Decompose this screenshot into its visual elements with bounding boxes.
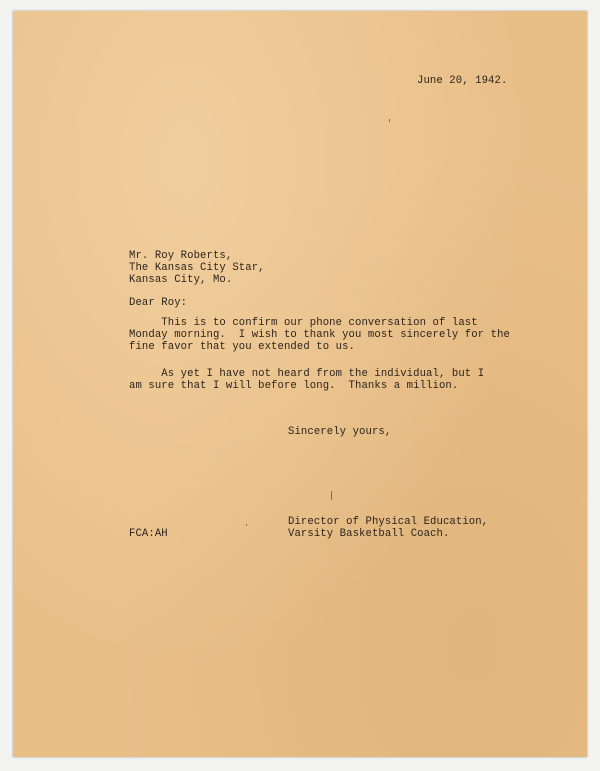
letter-date: June 20, 1942. [417, 75, 508, 87]
body-paragraph-2-line-2: am sure that I will before long. Thanks a million. [129, 380, 459, 392]
body-paragraph-2-line-1: As yet I have not heard from the individual, but I [129, 368, 485, 380]
letter-page [13, 11, 587, 757]
signature-title-line-1: Director of Physical Education, [288, 516, 489, 528]
paper-mark [389, 119, 390, 122]
body-paragraph-1-line-2: Monday morning. I wish to thank you most sincerely for the [129, 329, 510, 341]
closing: Sincerely yours, [288, 426, 392, 438]
salutation: Dear Roy: [129, 297, 188, 309]
recipient-city: Kansas City, Mo. [129, 274, 233, 286]
paper-mark [331, 491, 332, 500]
recipient-name: Mr. Roy Roberts, [129, 250, 233, 262]
paper-mark [246, 524, 247, 526]
body-paragraph-1-line-1: This is to confirm our phone conversation of last [129, 317, 478, 329]
reference-initials: FCA:AH [129, 528, 168, 540]
signature-title-line-2: Varsity Basketball Coach. [288, 528, 450, 540]
recipient-organization: The Kansas City Star, [129, 262, 265, 274]
body-paragraph-1-line-3: fine favor that you extended to us. [129, 341, 356, 353]
